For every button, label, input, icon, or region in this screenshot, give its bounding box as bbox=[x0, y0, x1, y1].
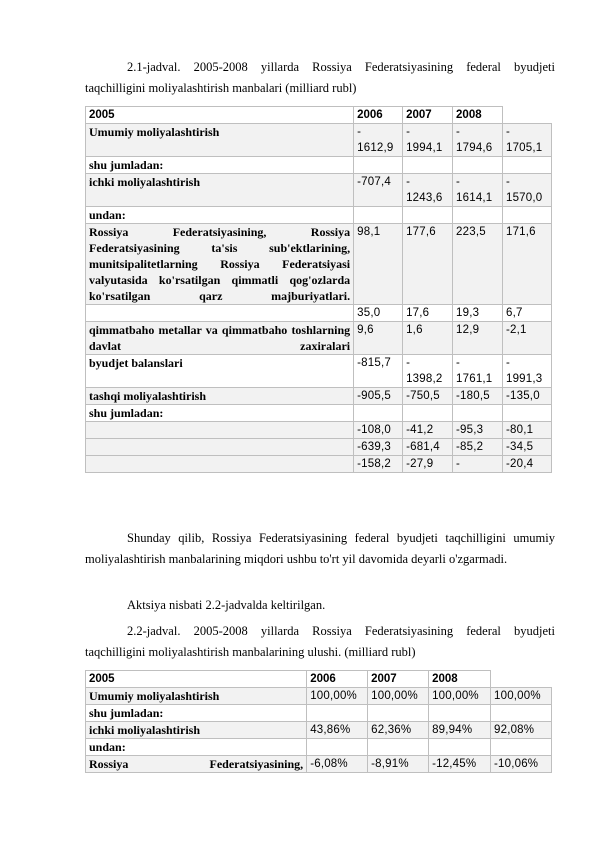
value-cell bbox=[491, 705, 552, 722]
value-cell: - 1570,0 bbox=[502, 174, 551, 207]
value-cell: -707,4 bbox=[354, 174, 403, 207]
value-cell: 100,00% bbox=[491, 688, 552, 705]
paragraph-ratio: Aktsiya nisbati 2.2-jadvalda keltirilgan. bbox=[127, 598, 326, 612]
table2 bbox=[85, 670, 552, 773]
value-cell bbox=[307, 705, 368, 722]
row-label: shu jumladan: bbox=[86, 705, 307, 722]
header-cell: 2007 bbox=[403, 107, 453, 124]
value-cell: 100,00% bbox=[368, 688, 429, 705]
value-cell: 1,6 bbox=[403, 322, 453, 355]
value-cell: -6,08% bbox=[307, 756, 368, 773]
value-cell bbox=[354, 405, 403, 422]
header-blank-cell bbox=[502, 107, 551, 124]
value-cell: -8,91% bbox=[368, 756, 429, 773]
value-cell: -80,1 bbox=[502, 422, 551, 439]
value-cell: -34,5 bbox=[502, 439, 551, 456]
value-cell: - 1794,6 bbox=[453, 124, 503, 157]
row-label: byudjet balanslari bbox=[86, 355, 354, 388]
value-cell bbox=[403, 157, 453, 174]
paragraph-summary: Shunday qilib, Rossiya Federatsiyasining federal byudjeti taqchilligini umumiy moliyalashtirish manbalarining miqdori ushbu to'rt yil davomida deyarli o'zgarmadi. bbox=[85, 531, 555, 566]
table-row bbox=[86, 722, 552, 739]
header-cell: 2005 bbox=[86, 107, 354, 124]
value-cell: -639,3 bbox=[354, 439, 403, 456]
row-label: Umumiy moliyalashtirish bbox=[86, 124, 354, 157]
value-cell: -108,0 bbox=[354, 422, 403, 439]
value-cell bbox=[354, 207, 403, 224]
value-cell: -158,2 bbox=[354, 456, 403, 473]
value-cell bbox=[307, 739, 368, 756]
value-cell: - bbox=[453, 456, 503, 473]
value-cell: 12,9 bbox=[453, 322, 503, 355]
value-cell: - 1991,3 bbox=[502, 355, 551, 388]
header-cell: 2008 bbox=[453, 107, 503, 124]
value-cell bbox=[368, 705, 429, 722]
value-cell: 17,6 bbox=[403, 305, 453, 322]
table-row bbox=[86, 322, 552, 355]
row-label: undan: bbox=[86, 739, 307, 756]
table1-caption: 2.1-jadval. 2005-2008 yillarda Rossiya Federatsiyasining federal byudjeti taqchilligini moliyalashtirish manbalari (milliard rubl) bbox=[85, 60, 555, 95]
value-cell bbox=[453, 405, 503, 422]
value-cell: -2,1 bbox=[502, 322, 551, 355]
table-row bbox=[86, 355, 552, 388]
value-cell: -10,06% bbox=[491, 756, 552, 773]
header-blank-cell bbox=[491, 671, 552, 688]
row-label: shu jumladan: bbox=[86, 405, 354, 422]
value-cell: 100,00% bbox=[307, 688, 368, 705]
table-row bbox=[86, 224, 552, 305]
header-cell: 2007 bbox=[368, 671, 429, 688]
value-cell: - 1761,1 bbox=[453, 355, 503, 388]
row-label bbox=[86, 439, 354, 456]
value-cell: 62,36% bbox=[368, 722, 429, 739]
table2-caption: 2.2-jadval. 2005-2008 yillarda Rossiya Federatsiyasining federal byudjeti taqchilligini moliyalashtirish manbalarining ulushi. (milliard rubl) bbox=[85, 624, 555, 659]
header-cell: 2008 bbox=[429, 671, 491, 688]
value-cell bbox=[429, 705, 491, 722]
value-cell: 171,6 bbox=[502, 224, 551, 305]
table-row bbox=[86, 388, 552, 405]
table-header-row bbox=[86, 107, 552, 124]
value-cell: -85,2 bbox=[453, 439, 503, 456]
value-cell: - 1614,1 bbox=[453, 174, 503, 207]
row-label: Rossiya Federatsiyasining, Rossiya Federatsiyasining ta'sis sub'ektlarining, munitsipalitetlarning Rossiya Federatsiyasi valyutasida ko'rsatilgan qimmatli qog'ozlarda ko'rsatilgan qarz majburiyatlari. bbox=[86, 224, 354, 305]
value-cell: 177,6 bbox=[403, 224, 453, 305]
table-row bbox=[86, 174, 552, 207]
value-cell bbox=[453, 207, 503, 224]
value-cell bbox=[403, 405, 453, 422]
value-cell bbox=[453, 157, 503, 174]
value-cell: -27,9 bbox=[403, 456, 453, 473]
table-row bbox=[86, 422, 552, 439]
value-cell: -12,45% bbox=[429, 756, 491, 773]
value-cell: -905,5 bbox=[354, 388, 403, 405]
value-cell: -815,7 bbox=[354, 355, 403, 388]
value-cell: 6,7 bbox=[502, 305, 551, 322]
row-label: Rossiya Federatsiyasining, bbox=[86, 756, 307, 773]
value-cell bbox=[354, 157, 403, 174]
value-cell bbox=[502, 157, 551, 174]
table-row bbox=[86, 439, 552, 456]
value-cell: -750,5 bbox=[403, 388, 453, 405]
value-cell: 98,1 bbox=[354, 224, 403, 305]
value-cell: -681,4 bbox=[403, 439, 453, 456]
value-cell: -41,2 bbox=[403, 422, 453, 439]
row-label bbox=[86, 456, 354, 473]
row-label: tashqi moliyalashtirish bbox=[86, 388, 354, 405]
value-cell: -95,3 bbox=[453, 422, 503, 439]
row-label bbox=[86, 305, 354, 322]
value-cell: - 1398,2 bbox=[403, 355, 453, 388]
value-cell bbox=[502, 207, 551, 224]
value-cell: 223,5 bbox=[453, 224, 503, 305]
value-cell bbox=[502, 405, 551, 422]
value-cell: - 1994,1 bbox=[403, 124, 453, 157]
value-cell bbox=[368, 739, 429, 756]
row-label bbox=[86, 422, 354, 439]
table-row bbox=[86, 756, 552, 773]
table-row bbox=[86, 405, 552, 422]
table-row bbox=[86, 305, 552, 322]
header-cell: 2005 bbox=[86, 671, 307, 688]
value-cell: -135,0 bbox=[502, 388, 551, 405]
table-row bbox=[86, 124, 552, 157]
value-cell bbox=[403, 207, 453, 224]
row-label: ichki moliyalashtirish bbox=[86, 174, 354, 207]
value-cell: 43,86% bbox=[307, 722, 368, 739]
table-row bbox=[86, 157, 552, 174]
header-cell: 2006 bbox=[307, 671, 368, 688]
value-cell: 89,94% bbox=[429, 722, 491, 739]
value-cell: - 1612,9 bbox=[354, 124, 403, 157]
value-cell: 92,08% bbox=[491, 722, 552, 739]
value-cell: - 1705,1 bbox=[502, 124, 551, 157]
value-cell bbox=[429, 739, 491, 756]
table-row bbox=[86, 688, 552, 705]
row-label: undan: bbox=[86, 207, 354, 224]
value-cell: - 1243,6 bbox=[403, 174, 453, 207]
table-row bbox=[86, 456, 552, 473]
table-row bbox=[86, 705, 552, 722]
row-label: shu jumladan: bbox=[86, 157, 354, 174]
table-row bbox=[86, 739, 552, 756]
value-cell bbox=[491, 739, 552, 756]
row-label: qimmatbaho metallar va qimmatbaho toshlarning davlat zaxiralari bbox=[86, 322, 354, 355]
header-cell: 2006 bbox=[354, 107, 403, 124]
value-cell: 9,6 bbox=[354, 322, 403, 355]
value-cell: -180,5 bbox=[453, 388, 503, 405]
row-label: Umumiy moliyalashtirish bbox=[86, 688, 307, 705]
table-header-row bbox=[86, 671, 552, 688]
table-row bbox=[86, 207, 552, 224]
value-cell: 35,0 bbox=[354, 305, 403, 322]
value-cell: 100,00% bbox=[429, 688, 491, 705]
table1 bbox=[85, 106, 552, 473]
row-label: ichki moliyalashtirish bbox=[86, 722, 307, 739]
value-cell: 19,3 bbox=[453, 305, 503, 322]
value-cell: -20,4 bbox=[502, 456, 551, 473]
